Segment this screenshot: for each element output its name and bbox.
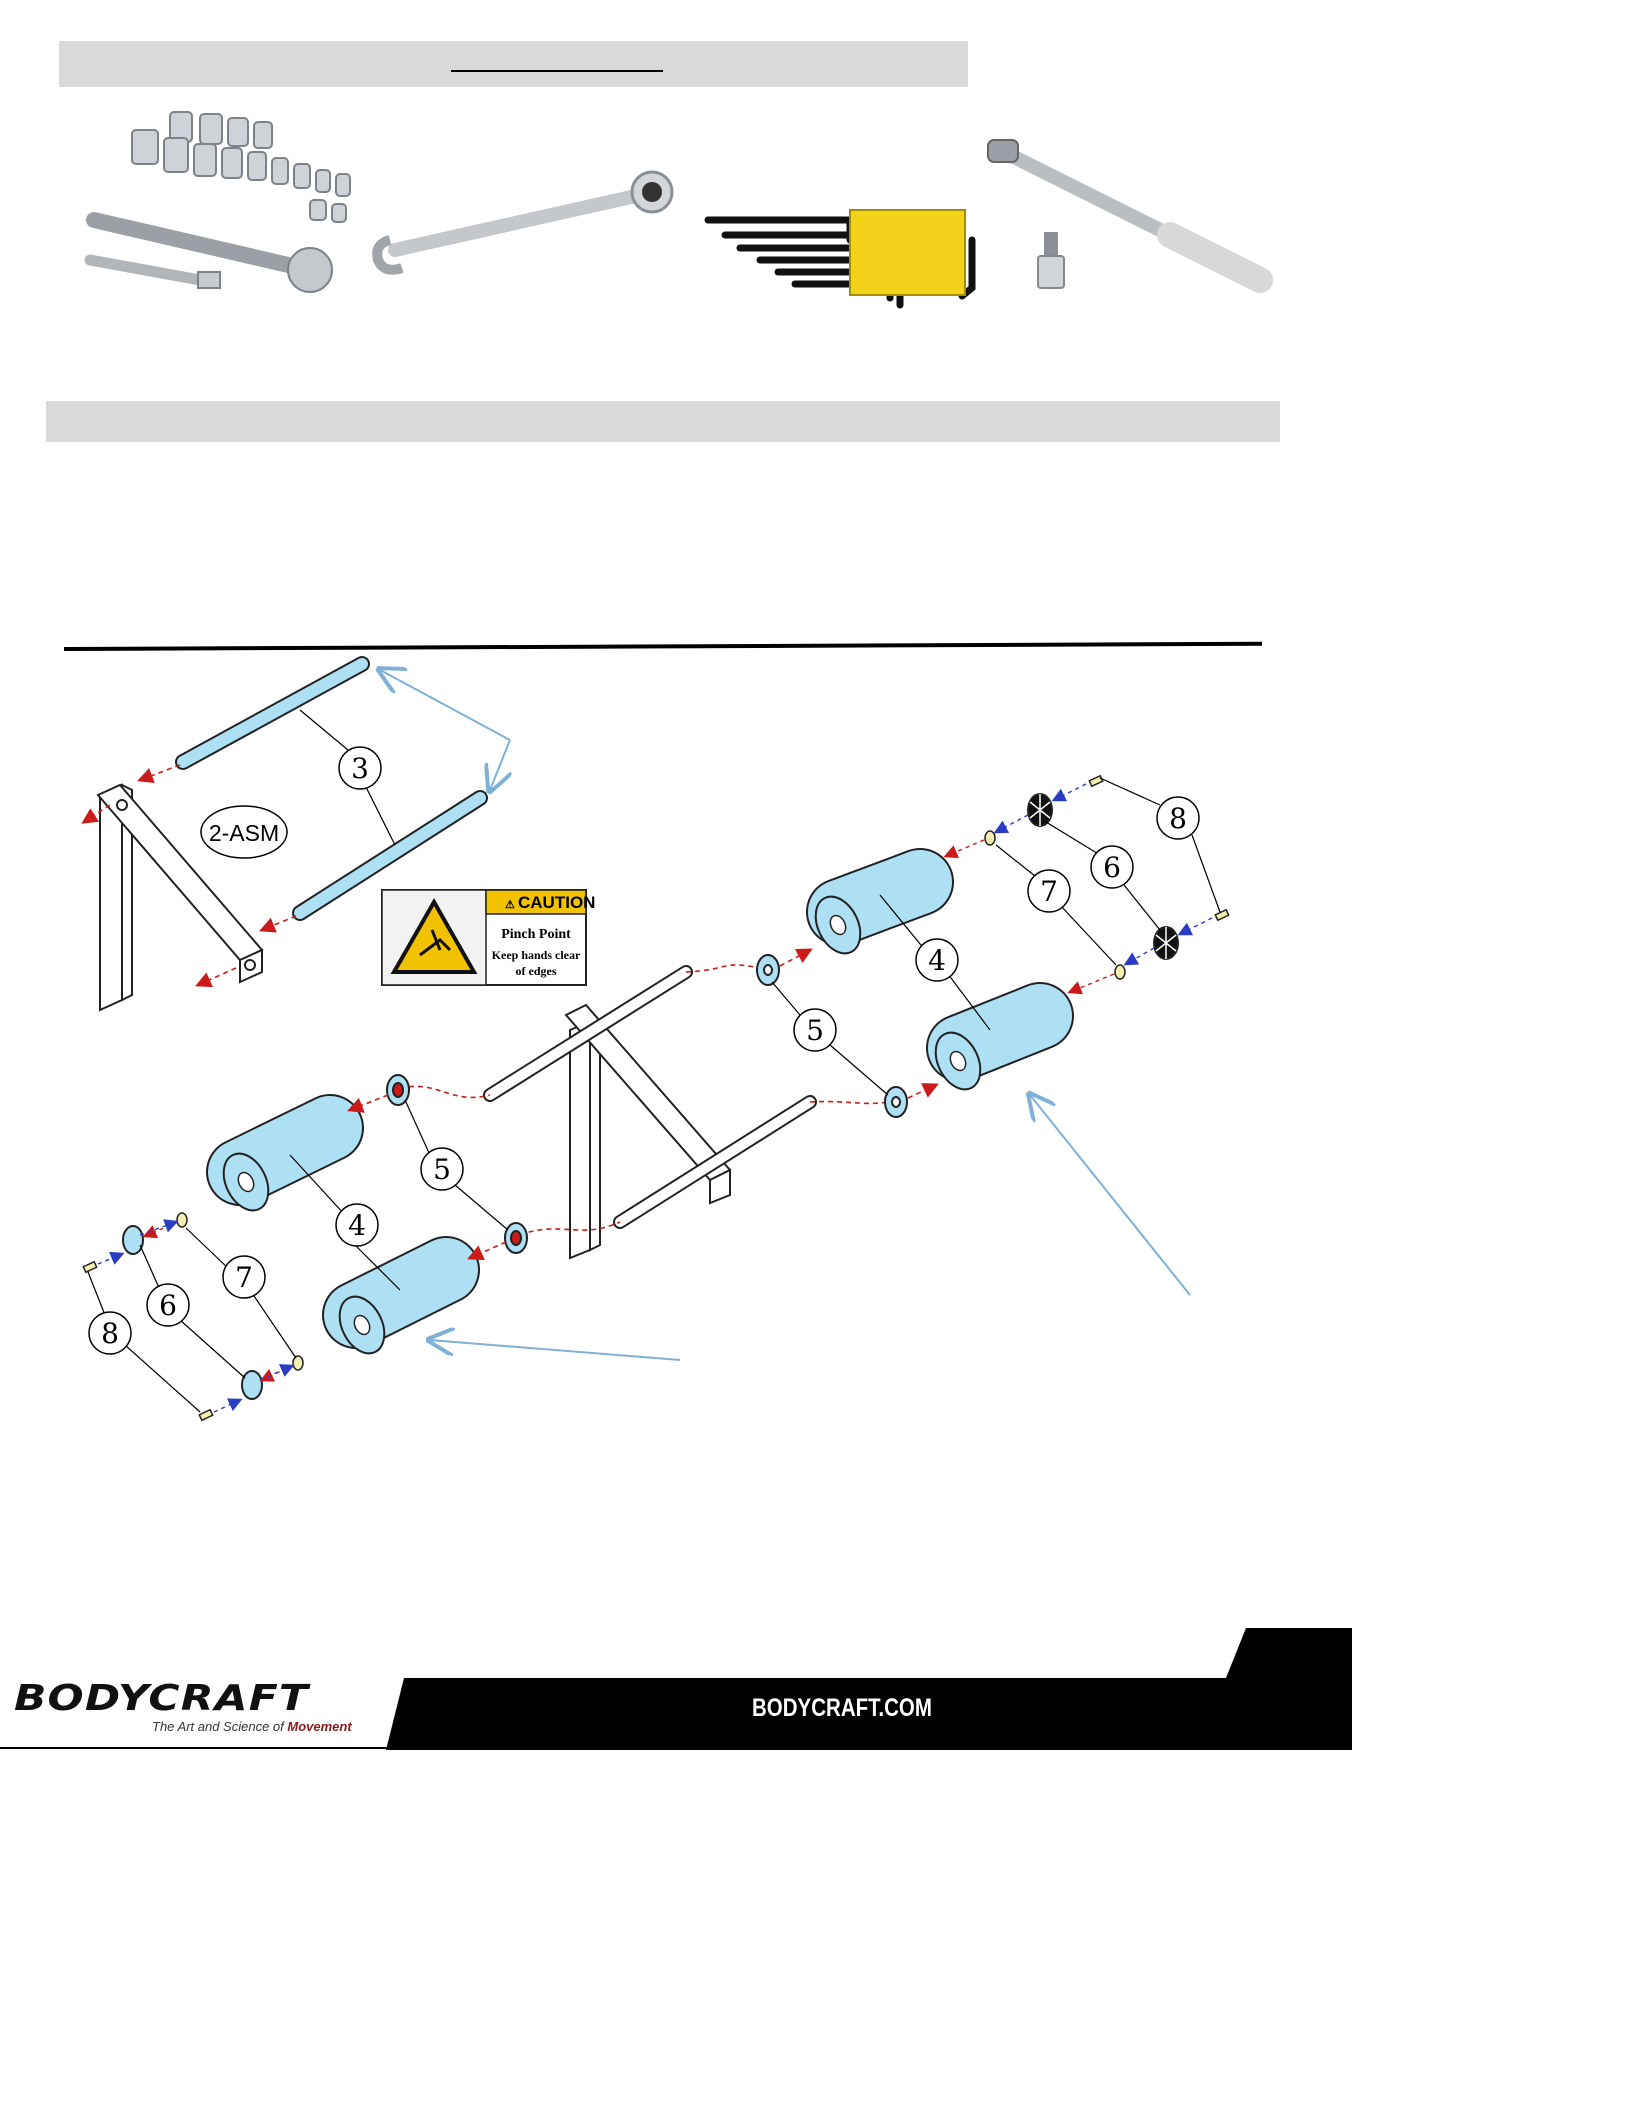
svg-text:5: 5 [433, 1153, 451, 1186]
guide-cap-ul [145, 1222, 178, 1236]
callout-5-right [772, 982, 888, 1095]
svg-text:4: 4 [928, 944, 946, 977]
guide-bolt-lr [1180, 918, 1212, 934]
tools-header-underline [451, 70, 663, 72]
tube-part-3-upper [183, 664, 362, 762]
guide-tube-lower [262, 916, 296, 930]
guide-washer-lower-right [810, 1102, 890, 1104]
caution-label [382, 890, 595, 985]
hex-key-holder [850, 210, 965, 295]
roller-part-4-lower-left [331, 1270, 446, 1361]
guide-bolt-ul [98, 1254, 122, 1264]
brand-tagline [152, 1719, 352, 1734]
callout-5-left [405, 1100, 508, 1230]
svg-text:Keep hands clear: Keep hands clear [491, 948, 581, 962]
svg-text:8: 8 [1169, 802, 1187, 835]
arrow-blue-roller-right [1030, 1095, 1190, 1295]
svg-text:6: 6 [1103, 851, 1121, 884]
website-link[interactable]: BODYCRAFT.COM [752, 1694, 932, 1722]
svg-text:5: 5 [806, 1014, 824, 1047]
tagline-emphasis: Movement [287, 1719, 352, 1734]
svg-text:6: 6 [159, 1289, 177, 1322]
arrow-blue-tubes-a [380, 670, 510, 740]
svg-text:2-ASM: 2-ASM [208, 820, 280, 846]
roller-part-4-lower-right [927, 1016, 1040, 1097]
guide-cap-ur [996, 815, 1028, 832]
svg-text:CAUTION: CAUTION [518, 893, 596, 912]
guide-washer-upper-right [686, 965, 760, 972]
roller-part-4-upper-left [215, 1128, 330, 1218]
tagline-text: The Art and Science of [152, 1719, 288, 1734]
guide-washer7-ul [140, 1222, 176, 1235]
guide-washer7-lr [1070, 974, 1114, 992]
svg-text:8: 8 [101, 1317, 119, 1350]
wrench-icon [377, 172, 672, 270]
arrow-blue-roller-left [430, 1340, 680, 1360]
brand-logo: BODYCRAFT [14, 1678, 310, 1719]
guide-bolt-ur [1054, 784, 1086, 800]
guide-washer-upper-left [400, 1086, 490, 1097]
guide-frame-left-bottom [198, 968, 236, 985]
guide-roller-ur [780, 950, 810, 966]
callout-3 [300, 710, 395, 845]
tools-header-bar [59, 41, 968, 87]
callout-7-left [186, 1228, 296, 1358]
hex-bit-socket-icon [1038, 232, 1064, 288]
frame-center [490, 972, 810, 1258]
callout-8-right [1100, 778, 1220, 912]
svg-text:7: 7 [235, 1261, 253, 1294]
step-header-bar [46, 401, 1280, 442]
guide-washer7-ur [946, 840, 984, 856]
socket-set-icon [90, 112, 350, 292]
svg-text:of edges: of edges [515, 964, 557, 978]
assembly-diagram [0, 650, 1300, 1570]
guide-washer7-ll [260, 1366, 292, 1380]
arrow-blue-tubes-b [490, 740, 510, 790]
svg-text:Pinch Point: Pinch Point [501, 927, 571, 942]
svg-text:7: 7 [1040, 875, 1058, 908]
svg-text:⚠: ⚠ [505, 899, 515, 911]
callout-2-asm [201, 806, 287, 858]
torque-wrench-icon [988, 140, 1260, 280]
guide-roller-lr [908, 1085, 936, 1098]
tools-illustrations [60, 100, 1290, 320]
guide-cap-lr [1126, 948, 1154, 964]
roller-part-4-upper-right [807, 882, 920, 961]
guide-bolt-ll [214, 1400, 240, 1412]
guide-tube-upper [140, 765, 180, 780]
svg-text:3: 3 [351, 752, 369, 785]
svg-text:4: 4 [348, 1209, 366, 1242]
